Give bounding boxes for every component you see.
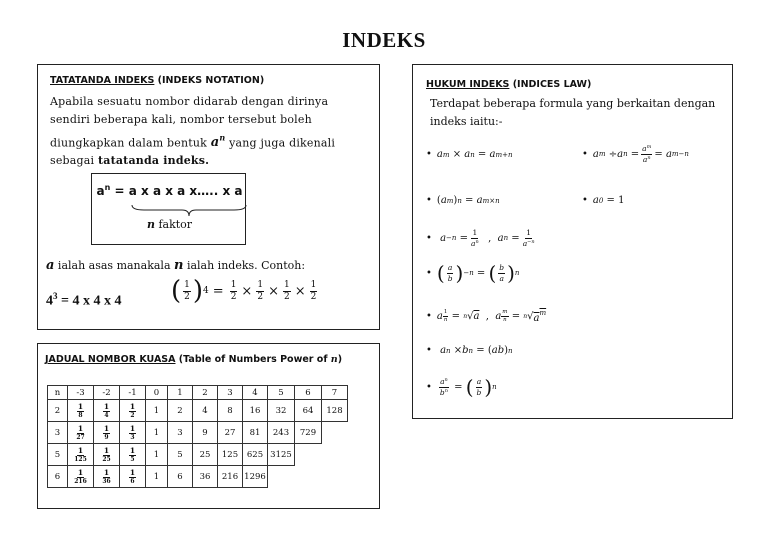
notation-line-3-end: yang juga dikenali — [225, 136, 336, 150]
table-heading — [45, 354, 342, 365]
law-fractional-exponent: • a $\frac{1}{n}$ = n √ a , a $\frac{m}{n}$ = n √ $a^m$ — [426, 308, 547, 324]
table-value-cell: 27 — [218, 422, 243, 444]
table-header-cell: -2 — [94, 386, 120, 400]
table-value-cell: 81 — [243, 422, 268, 444]
table-heading-main: JADUAL NOMBOR KUASA — [45, 354, 176, 365]
table-empty-cell — [322, 422, 348, 444]
table-header-cell: -3 — [68, 386, 94, 400]
table-value-cell: 5 — [168, 444, 193, 466]
table-value-cell: 25 — [193, 444, 218, 466]
table-value-cell: 729 — [295, 422, 322, 444]
example-power-of-four — [46, 287, 121, 311]
table-value-cell: 1 — [146, 444, 168, 466]
table-base-cell: 3 — [48, 422, 68, 444]
table-value-cell: 3125 — [268, 444, 295, 466]
law-multiplication: • a m × a n = a m+n — [426, 149, 513, 160]
table-empty-cell — [322, 444, 348, 466]
table-fraction-cell: 1 5 — [120, 444, 146, 466]
example-exponent: 3 — [53, 291, 58, 301]
table-value-cell: 64 — [295, 400, 322, 422]
example-base: 4 — [46, 293, 53, 309]
table-value-cell: 216 — [218, 466, 243, 488]
underbrace-icon — [130, 204, 248, 218]
table-value-cell: 1 — [146, 422, 168, 444]
table-header-cell: 1 — [168, 386, 193, 400]
table-fraction-cell: 1 2 — [120, 400, 146, 422]
table-value-cell: 1 — [146, 466, 168, 488]
table-value-cell: 6 — [168, 466, 193, 488]
table-fraction-cell: 1 8 — [68, 400, 94, 422]
factor-variable: n — [146, 218, 155, 231]
notation-heading-english: (INDEKS NOTATION) — [154, 75, 265, 86]
law-intro-line-2: indeks iaitu:- — [430, 115, 503, 128]
example-half-power: ( $\frac{1}{2}$ ) 4 = $\frac{1}{2}$ × $\frac{1}{2}$ × $\frac{1}{2}$ × $\frac{1}{2}$ — [171, 276, 317, 306]
powers-table — [47, 385, 348, 488]
law-division: • a m ÷ a n = $\frac{a^m}{a^n}$ = a m−n — [582, 144, 689, 164]
table-header-cell: 7 — [322, 386, 348, 400]
notation-line-3-start: diungkapkan dalam bentuk — [50, 136, 211, 150]
definition-product: = a x a x a x….. x a — [110, 184, 243, 198]
table-fraction-cell: 1 3 — [120, 422, 146, 444]
table-value-cell: 32 — [268, 400, 295, 422]
notation-heading-main: TATATANDA INDEKS — [50, 75, 155, 86]
table-empty-cell — [295, 466, 322, 488]
table-value-cell: 125 — [218, 444, 243, 466]
table-empty-cell — [295, 444, 322, 466]
notation-line-3: diungkapkan dalam bentuk $a^n$ yang juga dikenali — [50, 133, 336, 151]
table-header-cell: -1 — [120, 386, 146, 400]
page-title: INDEKS — [342, 28, 426, 52]
table-value-cell: 2 — [168, 400, 193, 422]
law-product-power: • a n × b n = ( ab ) n — [426, 345, 513, 356]
notation-heading — [50, 75, 264, 86]
table-fraction-cell: 1 27 — [68, 422, 94, 444]
table-heading-var: n — [330, 354, 338, 365]
factor-label — [92, 218, 247, 231]
table-base-cell: 2 — [48, 400, 68, 422]
table-value-cell: 9 — [193, 422, 218, 444]
definition-box — [91, 173, 246, 245]
table-header-cell: 0 — [146, 386, 168, 400]
table-row — [48, 466, 348, 488]
table-fraction-cell: 1 36 — [94, 466, 120, 488]
base-sentence-mid: ialah asas manakala — [54, 259, 174, 272]
notation-line-2: sendiri beberapa kali, nombor tersebut boleh — [50, 113, 312, 126]
definition-formula — [92, 183, 247, 198]
table-header-cell: 6 — [295, 386, 322, 400]
notation-panel — [37, 64, 380, 330]
table-fraction-cell: 1 4 — [94, 400, 120, 422]
law-heading-main: HUKUM INDEKS — [426, 79, 510, 90]
half-exponent: 4 — [203, 286, 209, 296]
table-value-cell: 16 — [243, 400, 268, 422]
table-header-cell: 3 — [218, 386, 243, 400]
law-negative-exponent: • a −n = $\frac{1}{a^n}$ , a n = $\frac{1}{a^{-n}}$ — [426, 228, 535, 248]
table-row — [48, 400, 348, 422]
law-zero-exponent: • a 0 = 1 — [582, 195, 625, 206]
table-value-cell: 3 — [168, 422, 193, 444]
law-panel — [412, 64, 733, 419]
table-value-cell: 128 — [322, 400, 348, 422]
table-header-cell: n — [48, 386, 68, 400]
notation-line-1: Apabila sesuatu nombor didarab dengan dirinya — [50, 95, 329, 108]
law-intro — [430, 95, 715, 131]
table-value-cell: 4 — [193, 400, 218, 422]
notation-line-4 — [50, 152, 372, 170]
notation-line-4-start: sebagai — [50, 154, 98, 168]
base-sentence-end: ialah indeks. Contoh: — [183, 259, 306, 272]
law-power-of-power: • ( a m ) n = a m×n — [426, 195, 500, 206]
table-value-cell: 8 — [218, 400, 243, 422]
law-heading-english: (INDICES LAW) — [509, 79, 592, 90]
notation-line-4-bold: tatatanda indeks. — [97, 154, 210, 168]
law-heading — [426, 79, 591, 90]
notation-paragraph — [50, 93, 372, 170]
definition-exponent: n — [104, 183, 111, 192]
law-negative-fraction: • ( $\frac{a}{b}$ ) −n = ( $\frac{b}{a}$ ) n — [426, 261, 520, 285]
table-fraction-cell: 1 25 — [94, 444, 120, 466]
table-value-cell: 1 — [146, 400, 168, 422]
table-fraction-cell: 1 6 — [120, 466, 146, 488]
table-row — [48, 422, 348, 444]
table-value-cell: 243 — [268, 422, 295, 444]
table-header-row — [48, 386, 348, 400]
table-empty-cell — [322, 466, 348, 488]
table-header-cell: 2 — [193, 386, 218, 400]
table-value-cell: 625 — [243, 444, 268, 466]
definition-base: a — [96, 184, 105, 198]
table-fraction-cell: 1 216 — [68, 466, 94, 488]
table-base-cell: 5 — [48, 444, 68, 466]
table-header-cell: 5 — [268, 386, 295, 400]
table-header-cell: 4 — [243, 386, 268, 400]
factor-text: faktor — [154, 218, 193, 231]
table-empty-cell — [268, 466, 295, 488]
table-base-cell: 6 — [48, 466, 68, 488]
table-fraction-cell: 1 125 — [68, 444, 94, 466]
table-row — [48, 444, 348, 466]
law-quotient-power: • $\frac{a^n}{b^n}$ = ( $\frac{a}{b}$ ) n — [426, 375, 497, 399]
table-heading-english: (Table of Numbers Power of — [175, 354, 331, 365]
example-expansion: = 4 x 4 x 4 — [57, 293, 122, 309]
table-value-cell: 1296 — [243, 466, 268, 488]
table-heading-close: ) — [337, 354, 343, 365]
table-fraction-cell: 1 9 — [94, 422, 120, 444]
table-panel — [37, 343, 380, 509]
table-value-cell: 36 — [193, 466, 218, 488]
law-intro-line-1: Terdapat beberapa formula yang berkaitan dengan — [430, 97, 716, 110]
base-sentence: a ialah asas manakala n ialah indeks. Contoh: — [46, 258, 306, 273]
